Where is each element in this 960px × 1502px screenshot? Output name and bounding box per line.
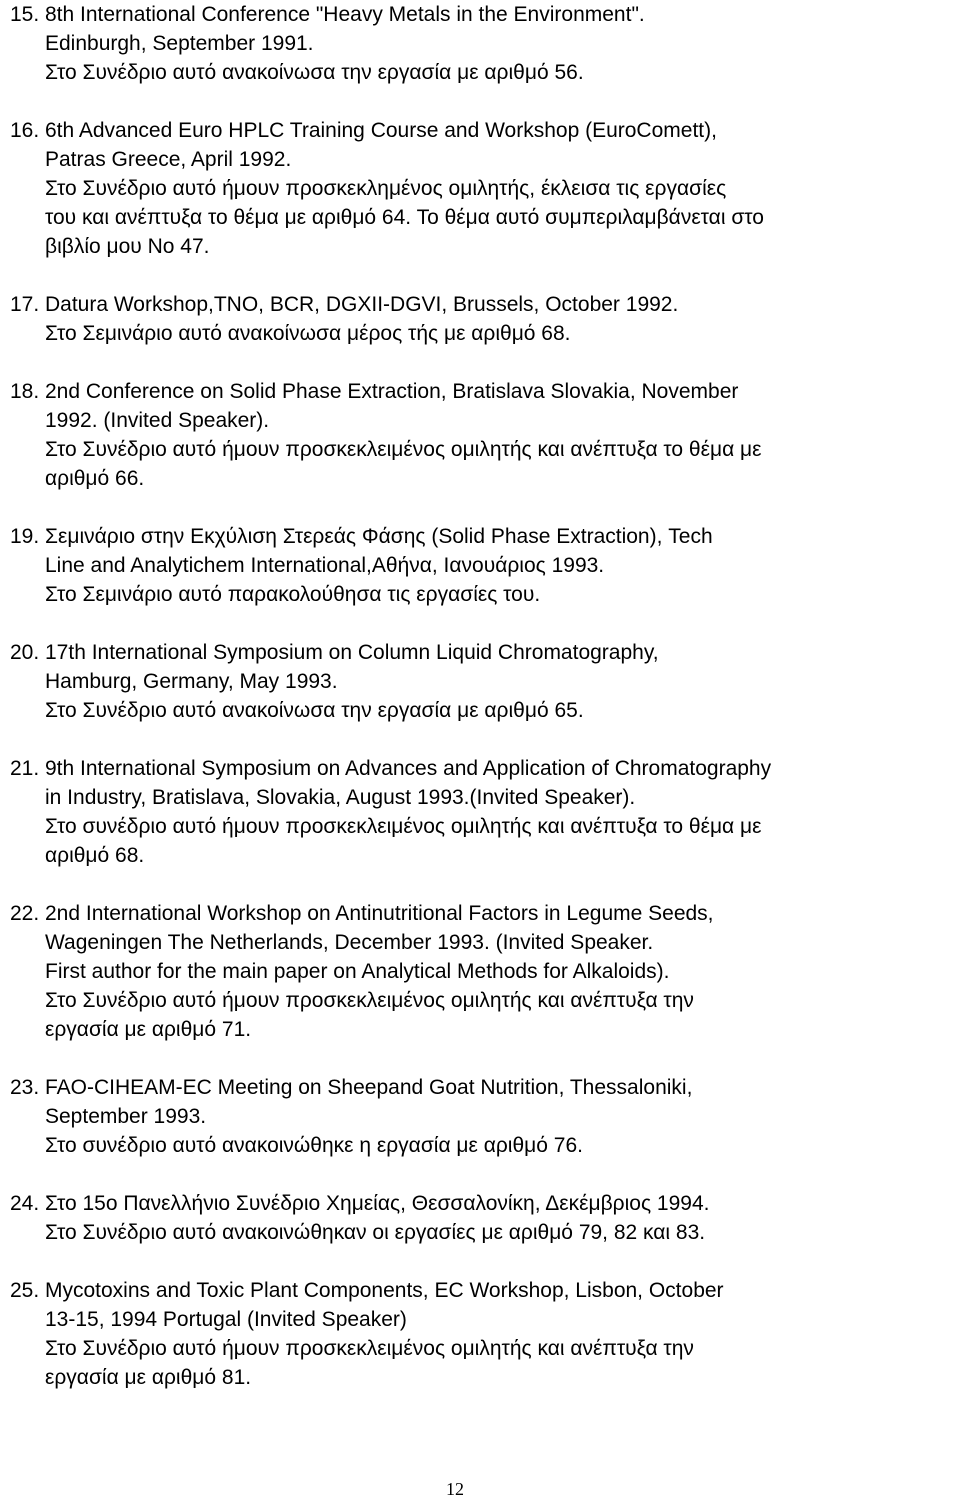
- conference-entry: [10, 0, 960, 87]
- conference-entry: [10, 638, 960, 725]
- entry-number: 22.: [10, 902, 40, 925]
- conference-entry: [10, 1276, 960, 1392]
- conference-list: [10, 0, 960, 1421]
- entry-line: 1992. (Invited Speaker).: [45, 409, 270, 432]
- conference-entry: [10, 754, 960, 870]
- entry-line: Στο Συνέδριο αυτό ανακοίνωσα την εργασία με αριθμό 56.: [45, 61, 584, 84]
- entry-line: 13-15, 1994 Portugal (Invited Speaker): [45, 1308, 407, 1331]
- entry-line: 6th Advanced Euro HPLC Training Course and Workshop (EuroComett),: [45, 119, 717, 142]
- conference-entry: [10, 1073, 960, 1160]
- entry-line: First author for the main paper on Analytical Methods for Alkaloids).: [45, 960, 670, 983]
- entry-line: 8th International Conference "Heavy Metals in the Environment".: [45, 3, 645, 26]
- entry-line: September 1993.: [45, 1105, 207, 1128]
- entry-line: 2nd International Workshop on Antinutritional Factors in Legume Seeds,: [45, 902, 714, 925]
- entry-line: 2nd Conference on Solid Phase Extraction, Bratislava Slovakia, November: [45, 380, 739, 403]
- entry-number: 21.: [10, 757, 40, 780]
- entry-number: 19.: [10, 525, 40, 548]
- entry-line: βιβλίο μου Νο 47.: [45, 235, 210, 258]
- entry-line: Edinburgh, September 1991.: [45, 32, 314, 55]
- entry-line: Patras Greece, April 1992.: [45, 148, 292, 171]
- conference-entry: [10, 377, 960, 493]
- entry-line: Στο Συνέδριο αυτό ανακοίνωσα την εργασία με αριθμό 65.: [45, 699, 584, 722]
- entry-number: 16.: [10, 119, 40, 142]
- conference-entry: [10, 522, 960, 609]
- entry-line: Στο Συνέδριο αυτό ήμουν προσκεκλημένος ομιλητής, έκλεισα τις εργασίες: [45, 177, 727, 200]
- entry-number: 20.: [10, 641, 40, 664]
- entry-line: 17th International Symposium on Column Liquid Chromatography,: [45, 641, 659, 664]
- entry-line: αριθμό 66.: [45, 467, 145, 490]
- conference-entry: [10, 116, 960, 261]
- entry-line: Wageningen The Netherlands, December 1993. (Invited Speaker.: [45, 931, 654, 954]
- entry-line: του και ανέπτυξα το θέμα με αριθμό 64. Το θέμα αυτό συμπεριλαμβάνεται στο: [45, 206, 764, 229]
- entry-line: 9th International Symposium on Advances and Application of Chromatography: [45, 757, 772, 780]
- entry-line: Στο Συνέδριο αυτό ήμουν προσκεκλειμένος ομιλητής και ανέπτυξα την: [45, 989, 694, 1012]
- entry-line: εργασία με αριθμό 81.: [45, 1366, 252, 1389]
- conference-entry: [10, 290, 960, 348]
- entry-number: 25.: [10, 1279, 40, 1302]
- page-number: 12: [446, 1479, 464, 1499]
- conference-entry: [10, 1189, 960, 1247]
- entry-line: Στο συνέδριο αυτό ανακοινώθηκε η εργασία με αριθμό 76.: [45, 1134, 583, 1157]
- entry-line: Στο Σεμινάριο αυτό ανακοίνωσα μέρος τής με αριθμό 68.: [45, 322, 571, 345]
- entry-line: Στο Σεμινάριο αυτό παρακολούθησα τις εργασίες του.: [45, 583, 541, 606]
- entry-number: 18.: [10, 380, 40, 403]
- entry-line: Στο Συνέδριο αυτό ανακοινώθηκαν οι εργασίες με αριθμό 79, 82 και 83.: [45, 1221, 706, 1244]
- entry-number: 23.: [10, 1076, 40, 1099]
- entry-line: Στο συνέδριο αυτό ήμουν προσκεκλειμένος ομιλητής και ανέπτυξα το θέμα με: [45, 815, 762, 838]
- entry-line: εργασία με αριθμό 71.: [45, 1018, 252, 1041]
- entry-number: 24.: [10, 1192, 40, 1215]
- entry-line: Στο Συνέδριο αυτό ήμουν προσκεκλειμένος ομιλητής και ανέπτυξα την: [45, 1337, 694, 1360]
- conference-entry: [10, 899, 960, 1044]
- entry-number: 15.: [10, 3, 40, 26]
- entry-number: 17.: [10, 293, 40, 316]
- entry-line: Mycotoxins and Toxic Plant Components, EC Workshop, Lisbon, October: [45, 1279, 724, 1302]
- entry-line: Στο Συνέδριο αυτό ήμουν προσκεκλειμένος ομιλητής και ανέπτυξα το θέμα με: [45, 438, 762, 461]
- entry-line: Hamburg, Germany, May 1993.: [45, 670, 338, 693]
- entry-line: Line and Analytichem International,Αθήνα, Ιανουάριος 1993.: [45, 554, 605, 577]
- entry-line: Σεμινάριο στην Εκχύλιση Στερεάς Φάσης (Solid Phase Extraction), Tech: [45, 525, 713, 548]
- entry-line: in Industry, Bratislava, Slovakia, August 1993.(Invited Speaker).: [45, 786, 636, 809]
- entry-line: αριθμό 68.: [45, 844, 145, 867]
- entry-line: Datura Workshop,TNO, BCR, DGXII-DGVI, Brussels, October 1992.: [45, 293, 679, 316]
- entry-line: Στο 15ο Πανελλήνιο Συνέδριο Χημείας, Θεσσαλονίκη, Δεκέμβριος 1994.: [45, 1192, 710, 1215]
- entry-line: FAO-CIHEAM-EC Meeting on Sheepand Goat Nutrition, Thessaloniki,: [45, 1076, 693, 1099]
